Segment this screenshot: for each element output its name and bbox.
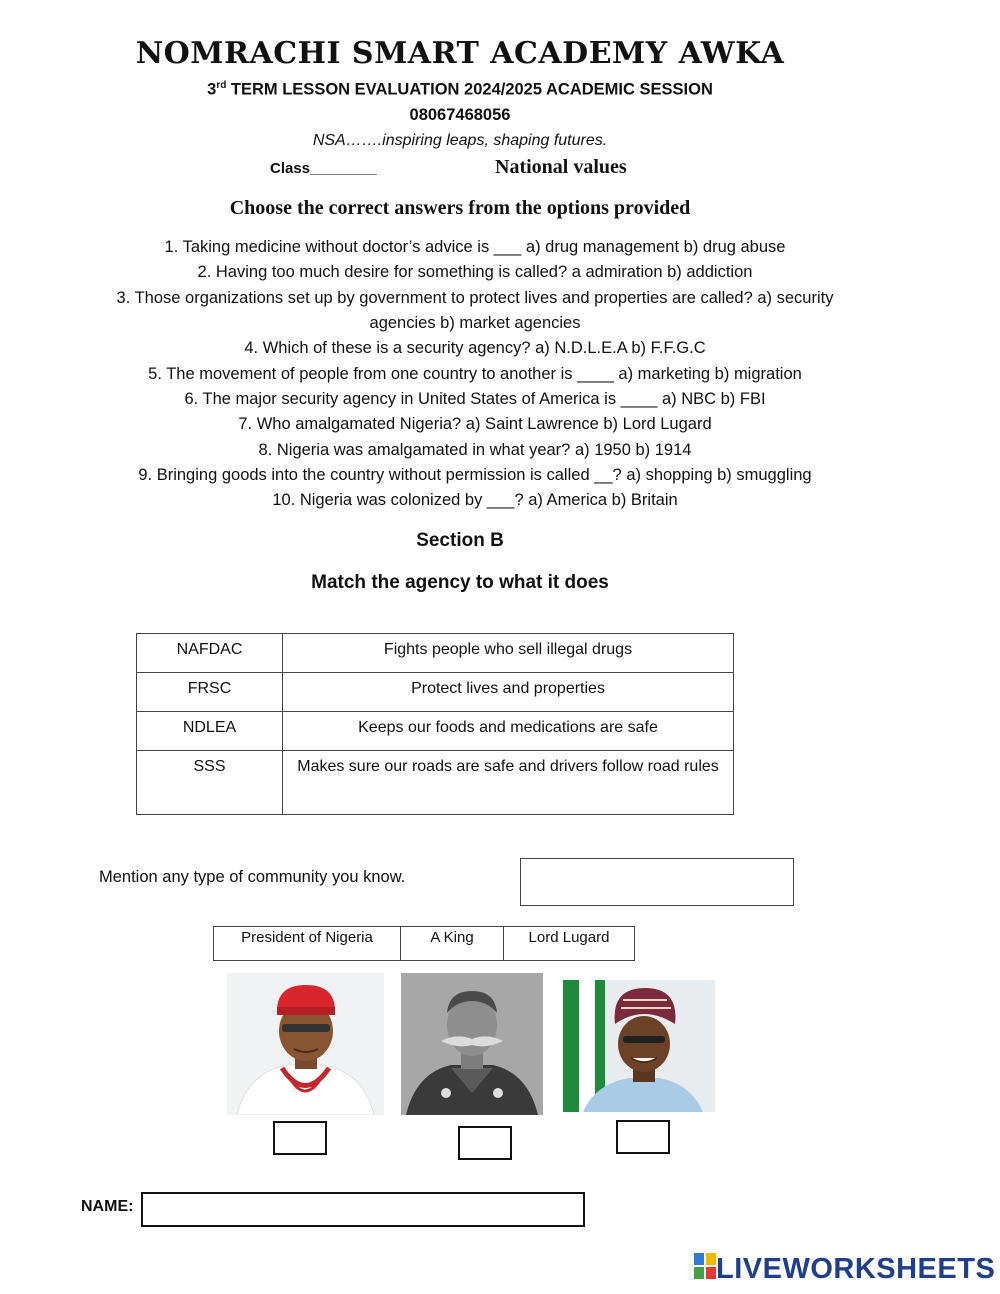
table-row — [137, 712, 734, 751]
liveworksheets-wordmark: LIVEWORKSHEETS — [716, 1253, 996, 1285]
table-row — [137, 673, 734, 712]
king-answer-box[interactable] — [273, 1121, 327, 1155]
picture-labels-table — [213, 926, 635, 961]
description-cell[interactable]: Keeps our foods and medications are safe — [283, 712, 734, 751]
agency-cell[interactable]: FRSC — [137, 673, 283, 712]
phone-number: 08067468056 — [409, 106, 511, 124]
king-portrait-image — [227, 973, 384, 1115]
label-president[interactable]: President of Nigeria — [214, 927, 401, 961]
agency-cell[interactable]: NAFDAC — [137, 634, 283, 673]
section-a-instruction: Choose the correct answers from the options provided — [229, 197, 691, 219]
school-name: NOMRACHI SMART ACADEMY AWKA — [135, 36, 785, 71]
question-1: 1. Taking medicine without doctor’s advice is ___ a) drug management b) drug abuse — [164, 238, 786, 256]
question-3-continued: agencies b) market agencies — [369, 314, 581, 332]
question-8: 8. Nigeria was amalgamated in what year? a) 1950 b) 1914 — [258, 441, 692, 459]
president-portrait-image — [563, 980, 715, 1112]
lugard-portrait-image — [401, 973, 543, 1115]
question-7: 7. Who amalgamated Nigeria? a) Saint Lawrence b) Lord Lugard — [238, 415, 712, 433]
label-king[interactable]: A King — [401, 927, 504, 961]
photo-president — [563, 980, 715, 1112]
description-cell[interactable]: Makes sure our roads are safe and drivers follow road rules — [283, 751, 734, 815]
name-input[interactable] — [141, 1192, 585, 1227]
term-title — [0, 80, 920, 100]
label-lugard[interactable]: Lord Lugard — [504, 927, 635, 961]
question-3: 3. Those organizations set up by government to protect lives and properties are called? a) security — [116, 289, 834, 307]
president-answer-box[interactable] — [616, 1120, 670, 1154]
section-b-title: Section B — [416, 530, 504, 551]
photo-king — [227, 973, 384, 1115]
question-2: 2. Having too much desire for something is called? a admiration b) addiction — [197, 263, 753, 281]
term-prefix: 3 — [207, 80, 217, 99]
photo-lugard — [401, 973, 543, 1115]
liveworksheets-logo — [694, 1253, 995, 1287]
question-9: 9. Bringing goods into the country without permission is called __? a) shopping b) smuggling — [138, 466, 812, 484]
question-10: 10. Nigeria was colonized by ___? a) America b) Britain — [272, 491, 678, 509]
description-cell[interactable]: Protect lives and properties — [283, 673, 734, 712]
term-superscript: rd — [216, 80, 227, 91]
name-label: NAME: — [81, 1198, 134, 1215]
class-label: Class________ — [270, 160, 377, 177]
table-row — [137, 751, 734, 815]
section-b-instruction: Match the agency to what it does — [311, 572, 609, 593]
lugard-answer-box[interactable] — [458, 1126, 512, 1160]
agency-cell[interactable]: NDLEA — [137, 712, 283, 751]
term-rest: TERM LESSON EVALUATION 2024/2025 ACADEMIC SESSION — [226, 80, 713, 99]
description-cell[interactable]: Fights people who sell illegal drugs — [283, 634, 734, 673]
question-4: 4. Which of these is a security agency? a) N.D.L.E.A b) F.F.G.C — [244, 339, 706, 357]
match-table — [136, 633, 734, 815]
question-6: 6. The major security agency in United States of America is ____ a) NBC b) FBI — [184, 390, 766, 408]
agency-cell[interactable]: SSS — [137, 751, 283, 815]
question-5: 5. The movement of people from one country to another is ____ a) marketing b) migration — [148, 365, 802, 383]
table-row — [137, 634, 734, 673]
community-prompt: Mention any type of community you know. — [99, 868, 406, 886]
community-answer-input[interactable] — [520, 858, 794, 906]
subject-title: National values — [495, 156, 627, 178]
liveworksheets-badge-icon — [694, 1253, 716, 1287]
motto: NSA…….inspiring leaps, shaping futures. — [312, 132, 608, 149]
